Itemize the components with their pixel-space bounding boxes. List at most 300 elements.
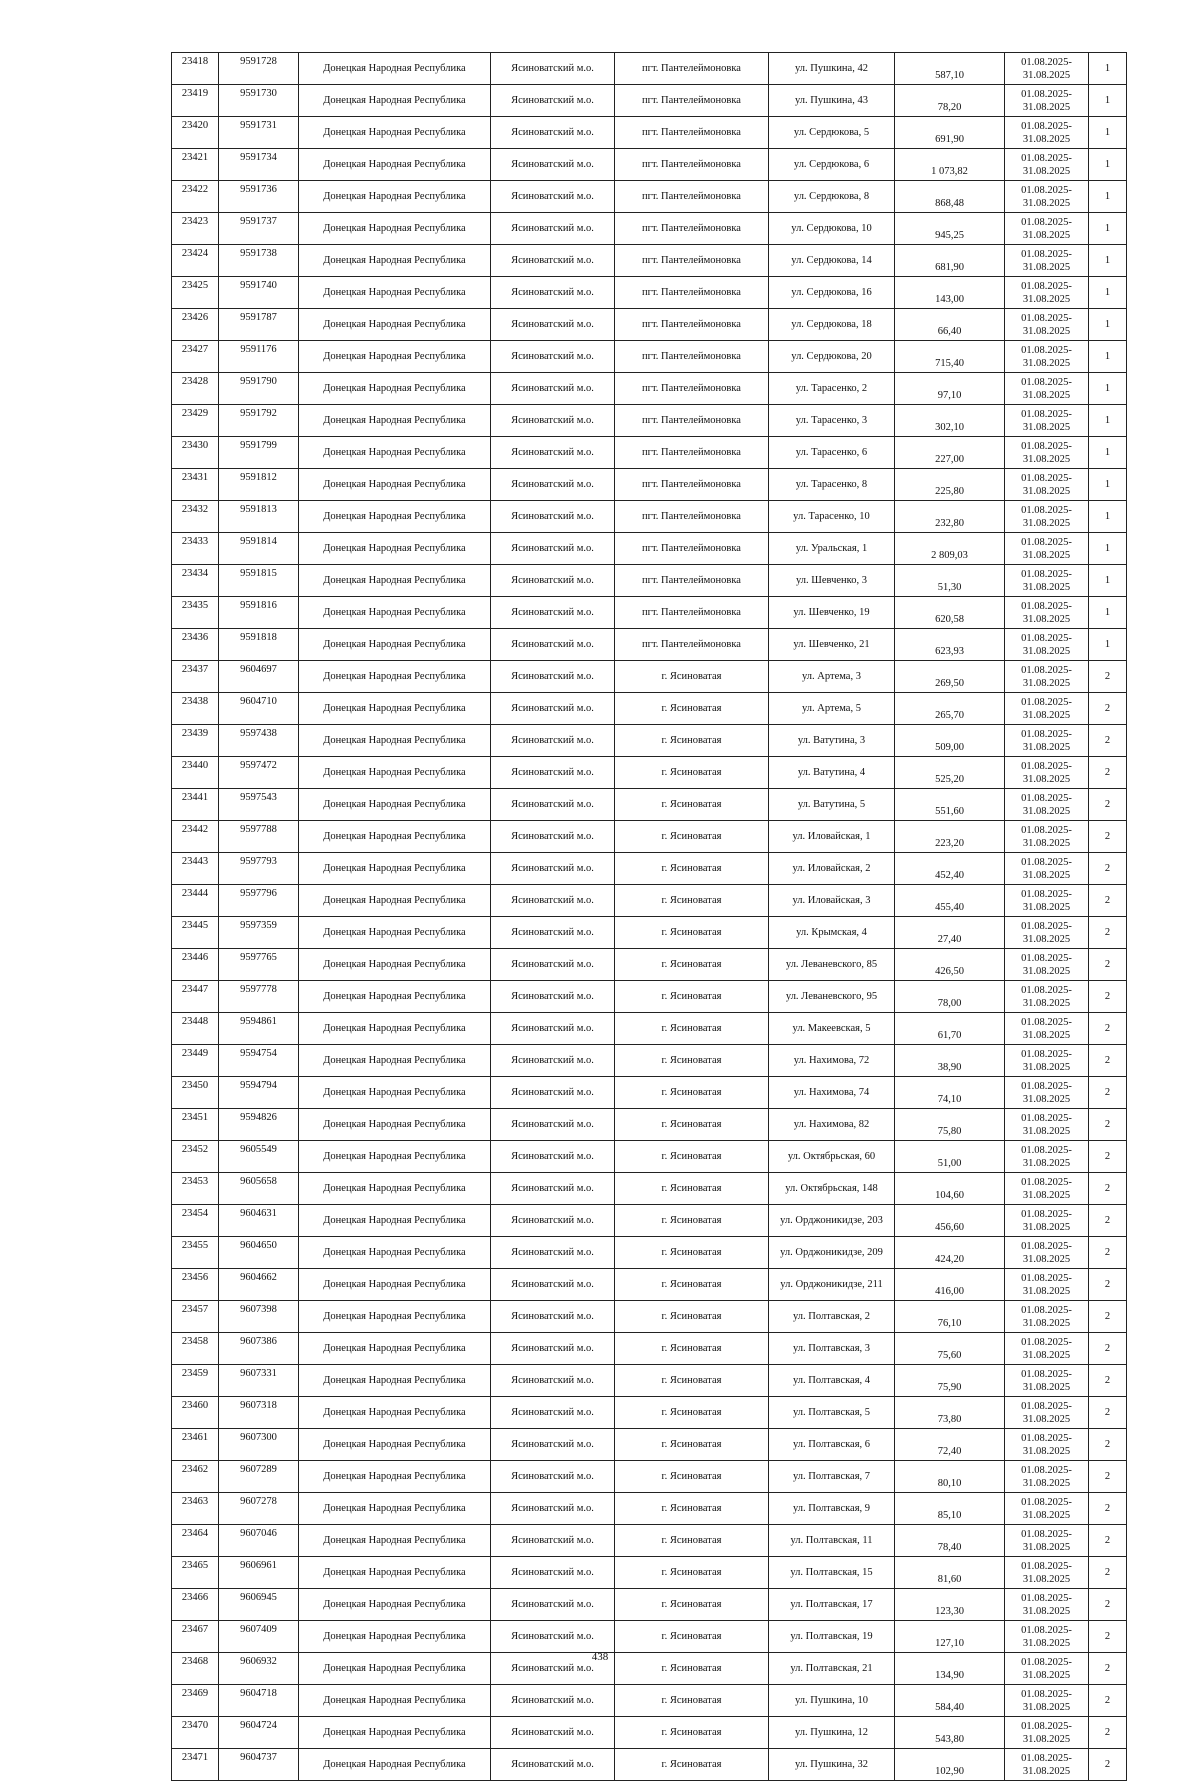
- region-text: Донецкая Народная Республика: [323, 62, 466, 74]
- region-text: Донецкая Народная Республика: [323, 446, 466, 458]
- locality-cell: [615, 629, 769, 661]
- object-code-text: 9604662: [240, 1272, 277, 1283]
- locality-text: г. Ясиноватая: [661, 1630, 722, 1642]
- address-text: ул. Полтавская, 4: [792, 1374, 871, 1386]
- record-number-text: 23455: [181, 1240, 209, 1251]
- area-cell: [895, 1109, 1005, 1141]
- table-row: [172, 1013, 1127, 1045]
- object-code-cell: [219, 213, 299, 245]
- table-row: [172, 1205, 1127, 1237]
- district-cell: [491, 1557, 615, 1589]
- period-cell: [1005, 181, 1089, 213]
- group-cell: [1089, 1557, 1127, 1589]
- record-number-cell: [172, 1749, 219, 1781]
- locality-text: г. Ясиноватая: [661, 1694, 722, 1706]
- group-cell: [1089, 821, 1127, 853]
- group-cell: [1089, 1461, 1127, 1493]
- area-cell: [895, 821, 1005, 853]
- region-cell: [299, 309, 491, 341]
- group-cell: [1089, 117, 1127, 149]
- area-text: 61,70: [937, 1030, 962, 1041]
- locality-cell: [615, 1429, 769, 1461]
- period-end: 31.08.2025: [1022, 101, 1071, 113]
- group-cell: [1089, 53, 1127, 85]
- record-number-cell: [172, 245, 219, 277]
- object-code-text: 9597359: [240, 920, 277, 931]
- region-text: Донецкая Народная Республика: [323, 1374, 466, 1386]
- address-text: ул. Полтавская, 15: [790, 1566, 873, 1578]
- district-text: Ясиноватский м.о.: [511, 1726, 594, 1738]
- record-number-cell: [172, 1077, 219, 1109]
- area-cell: [895, 149, 1005, 181]
- region-text: Донецкая Народная Республика: [323, 542, 466, 554]
- period-end: 31.08.2025: [1022, 1413, 1071, 1425]
- group-cell: [1089, 1717, 1127, 1749]
- object-code-cell: [219, 1013, 299, 1045]
- group-cell: [1089, 1429, 1127, 1461]
- object-code-cell: [219, 1109, 299, 1141]
- region-text: Донецкая Народная Республика: [323, 1758, 466, 1770]
- object-code-cell: [219, 437, 299, 469]
- group-cell: [1089, 1397, 1127, 1429]
- object-code-text: 9607386: [240, 1336, 277, 1347]
- period-cell: [1005, 469, 1089, 501]
- period-cell: [1005, 533, 1089, 565]
- area-cell: [895, 1045, 1005, 1077]
- locality-text: г. Ясиноватая: [661, 1214, 722, 1226]
- locality-cell: [615, 53, 769, 85]
- object-code-cell: [219, 245, 299, 277]
- region-text: Донецкая Народная Республика: [323, 862, 466, 874]
- area-cell: [895, 1429, 1005, 1461]
- period-start: 01.08.2025-: [1021, 1656, 1072, 1668]
- area-cell: [895, 1717, 1005, 1749]
- object-code-cell: [219, 1237, 299, 1269]
- district-cell: [491, 149, 615, 181]
- record-number-text: 23461: [181, 1432, 209, 1443]
- record-number-cell: [172, 149, 219, 181]
- district-cell: [491, 1237, 615, 1269]
- group-cell: [1089, 693, 1127, 725]
- area-text: 543,80: [935, 1734, 964, 1745]
- locality-text: г. Ясиноватая: [661, 702, 722, 714]
- object-code-text: 9607398: [240, 1304, 277, 1315]
- group-cell: [1089, 245, 1127, 277]
- address-cell: [769, 85, 895, 117]
- region-cell: [299, 1365, 491, 1397]
- district-text: Ясиноватский м.о.: [511, 1150, 594, 1162]
- address-cell: [769, 1461, 895, 1493]
- locality-cell: [615, 693, 769, 725]
- region-cell: [299, 469, 491, 501]
- area-cell: [895, 1397, 1005, 1429]
- region-text: Донецкая Народная Республика: [323, 126, 466, 138]
- address-text: ул. Тарасенко, 6: [795, 446, 868, 458]
- region-cell: [299, 1077, 491, 1109]
- region-text: Донецкая Народная Республика: [323, 670, 466, 682]
- region-text: Донецкая Народная Республика: [323, 1566, 466, 1578]
- period-end: 31.08.2025: [1022, 1445, 1071, 1457]
- address-cell: [769, 213, 895, 245]
- group-text: 1: [1104, 222, 1111, 234]
- object-code-text: 9604710: [240, 696, 277, 707]
- district-cell: [491, 1077, 615, 1109]
- locality-cell: [615, 437, 769, 469]
- region-text: Донецкая Народная Республика: [323, 958, 466, 970]
- locality-text: г. Ясиноватая: [661, 766, 722, 778]
- district-text: Ясиноватский м.о.: [511, 286, 594, 298]
- district-text: Ясиноватский м.о.: [511, 510, 594, 522]
- region-text: Донецкая Народная Республика: [323, 1470, 466, 1482]
- record-number-text: 23463: [181, 1496, 209, 1507]
- region-cell: [299, 885, 491, 917]
- table-row: [172, 789, 1127, 821]
- period-end: 31.08.2025: [1022, 965, 1071, 977]
- locality-text: г. Ясиноватая: [661, 958, 722, 970]
- group-text: 2: [1104, 1150, 1111, 1162]
- locality-text: г. Ясиноватая: [661, 1182, 722, 1194]
- record-number-text: 23444: [181, 888, 209, 899]
- locality-cell: [615, 213, 769, 245]
- district-text: Ясиноватский м.о.: [511, 1054, 594, 1066]
- district-cell: [491, 1205, 615, 1237]
- period-start: 01.08.2025-: [1021, 248, 1072, 260]
- record-number-cell: [172, 1013, 219, 1045]
- record-number-text: 23439: [181, 728, 209, 739]
- period-start: 01.08.2025-: [1021, 280, 1072, 292]
- area-text: 416,00: [935, 1286, 964, 1297]
- period-end: 31.08.2025: [1022, 517, 1071, 529]
- district-text: Ясиноватский м.о.: [511, 1630, 594, 1642]
- district-text: Ясиноватский м.о.: [511, 190, 594, 202]
- area-cell: [895, 725, 1005, 757]
- area-text: 426,50: [935, 966, 964, 977]
- object-code-cell: [219, 1461, 299, 1493]
- area-text: 81,60: [937, 1574, 962, 1585]
- address-cell: [769, 341, 895, 373]
- locality-text: г. Ясиноватая: [661, 1054, 722, 1066]
- object-code-text: 9591738: [240, 248, 277, 259]
- address-cell: [769, 661, 895, 693]
- locality-cell: [615, 1461, 769, 1493]
- address-text: ул. Сердюкова, 10: [791, 222, 872, 234]
- locality-cell: [615, 1493, 769, 1525]
- locality-cell: [615, 309, 769, 341]
- period-cell: [1005, 1557, 1089, 1589]
- district-cell: [491, 1013, 615, 1045]
- area-text: 223,20: [935, 838, 964, 849]
- group-cell: [1089, 1621, 1127, 1653]
- period-start: 01.08.2025-: [1021, 1272, 1072, 1284]
- record-number-cell: [172, 1237, 219, 1269]
- locality-text: г. Ясиноватая: [661, 1438, 722, 1450]
- object-code-text: 9607409: [240, 1624, 277, 1635]
- table-row: [172, 117, 1127, 149]
- record-number-text: 23434: [181, 568, 209, 579]
- locality-text: г. Ясиноватая: [661, 830, 722, 842]
- district-cell: [491, 405, 615, 437]
- address-cell: [769, 1045, 895, 1077]
- district-cell: [491, 629, 615, 661]
- area-text: 104,60: [935, 1190, 964, 1201]
- area-cell: [895, 1621, 1005, 1653]
- district-text: Ясиноватский м.о.: [511, 1342, 594, 1354]
- object-code-cell: [219, 885, 299, 917]
- object-code-cell: [219, 1621, 299, 1653]
- object-code-cell: [219, 149, 299, 181]
- group-text: 2: [1104, 766, 1111, 778]
- locality-cell: [615, 853, 769, 885]
- record-number-cell: [172, 1397, 219, 1429]
- district-text: Ясиноватский м.о.: [511, 766, 594, 778]
- region-text: Донецкая Народная Республика: [323, 1694, 466, 1706]
- table-row: [172, 309, 1127, 341]
- area-cell: [895, 213, 1005, 245]
- record-number-cell: [172, 597, 219, 629]
- district-text: Ясиноватский м.о.: [511, 734, 594, 746]
- district-cell: [491, 1621, 615, 1653]
- locality-text: пгт. Пантелеймоновка: [642, 126, 741, 138]
- area-text: 80,10: [937, 1478, 962, 1489]
- district-text: Ясиноватский м.о.: [511, 926, 594, 938]
- area-cell: [895, 1333, 1005, 1365]
- district-text: Ясиноватский м.о.: [511, 894, 594, 906]
- region-cell: [299, 213, 491, 245]
- period-start: 01.08.2025-: [1021, 1336, 1072, 1348]
- address-text: ул. Нахимова, 72: [793, 1054, 870, 1066]
- locality-cell: [615, 1205, 769, 1237]
- record-number-cell: [172, 885, 219, 917]
- region-text: Донецкая Народная Республика: [323, 1214, 466, 1226]
- period-cell: [1005, 437, 1089, 469]
- object-code-cell: [219, 757, 299, 789]
- area-cell: [895, 1525, 1005, 1557]
- locality-cell: [615, 245, 769, 277]
- object-code-text: 9597788: [240, 824, 277, 835]
- area-text: 127,10: [935, 1638, 964, 1649]
- address-cell: [769, 725, 895, 757]
- district-text: Ясиноватский м.о.: [511, 254, 594, 266]
- address-cell: [769, 1589, 895, 1621]
- object-code-cell: [219, 53, 299, 85]
- area-cell: [895, 949, 1005, 981]
- record-number-cell: [172, 917, 219, 949]
- region-cell: [299, 1301, 491, 1333]
- area-text: 74,10: [937, 1094, 962, 1105]
- group-cell: [1089, 1493, 1127, 1525]
- period-cell: [1005, 1045, 1089, 1077]
- record-number-cell: [172, 1301, 219, 1333]
- table-row: [172, 245, 1127, 277]
- address-text: ул. Пушкина, 12: [795, 1726, 868, 1738]
- address-cell: [769, 1429, 895, 1461]
- district-cell: [491, 1429, 615, 1461]
- period-end: 31.08.2025: [1022, 869, 1071, 881]
- region-text: Донецкая Народная Республика: [323, 798, 466, 810]
- group-text: 2: [1104, 1566, 1111, 1578]
- period-cell: [1005, 1589, 1089, 1621]
- area-cell: [895, 789, 1005, 821]
- period-end: 31.08.2025: [1022, 165, 1071, 177]
- record-number-text: 23420: [181, 120, 209, 131]
- group-text: 2: [1104, 926, 1111, 938]
- group-text: 2: [1104, 734, 1111, 746]
- area-text: 584,40: [935, 1702, 964, 1713]
- locality-text: пгт. Пантелеймоновка: [642, 446, 741, 458]
- record-number-text: 23436: [181, 632, 209, 643]
- period-cell: [1005, 53, 1089, 85]
- district-text: Ясиноватский м.о.: [511, 1662, 594, 1674]
- object-code-cell: [219, 501, 299, 533]
- group-cell: [1089, 789, 1127, 821]
- locality-text: г. Ясиноватая: [661, 1662, 722, 1674]
- period-end: 31.08.2025: [1022, 229, 1071, 241]
- period-cell: [1005, 789, 1089, 821]
- period-cell: [1005, 1493, 1089, 1525]
- period-start: 01.08.2025-: [1021, 1208, 1072, 1220]
- period-start: 01.08.2025-: [1021, 1688, 1072, 1700]
- object-code-text: 9591736: [240, 184, 277, 195]
- table-row: [172, 757, 1127, 789]
- group-text: 2: [1104, 990, 1111, 1002]
- record-number-cell: [172, 1493, 219, 1525]
- region-cell: [299, 1269, 491, 1301]
- table-row: [172, 53, 1127, 85]
- locality-cell: [615, 885, 769, 917]
- period-start: 01.08.2025-: [1021, 1176, 1072, 1188]
- region-cell: [299, 1397, 491, 1429]
- period-start: 01.08.2025-: [1021, 920, 1072, 932]
- record-number-cell: [172, 565, 219, 597]
- group-text: 2: [1104, 1054, 1111, 1066]
- group-cell: [1089, 1589, 1127, 1621]
- region-cell: [299, 1685, 491, 1717]
- address-cell: [769, 565, 895, 597]
- address-text: ул. Пушкина, 43: [795, 94, 868, 106]
- address-text: ул. Шевченко, 3: [796, 574, 867, 586]
- object-code-text: 9597765: [240, 952, 277, 963]
- period-cell: [1005, 1173, 1089, 1205]
- district-text: Ясиноватский м.о.: [511, 1694, 594, 1706]
- record-number-cell: [172, 1429, 219, 1461]
- region-cell: [299, 853, 491, 885]
- district-text: Ясиноватский м.о.: [511, 702, 594, 714]
- record-number-text: 23443: [181, 856, 209, 867]
- group-text: 1: [1104, 542, 1111, 554]
- locality-cell: [615, 725, 769, 757]
- period-start: 01.08.2025-: [1021, 536, 1072, 548]
- district-cell: [491, 885, 615, 917]
- record-number-cell: [172, 629, 219, 661]
- region-text: Донецкая Народная Республика: [323, 190, 466, 202]
- record-number-cell: [172, 1045, 219, 1077]
- locality-cell: [615, 565, 769, 597]
- district-cell: [491, 1717, 615, 1749]
- record-number-text: 23470: [181, 1720, 209, 1731]
- district-text: Ясиноватский м.о.: [511, 1502, 594, 1514]
- period-start: 01.08.2025-: [1021, 344, 1072, 356]
- locality-text: г. Ясиноватая: [661, 1022, 722, 1034]
- period-cell: [1005, 1141, 1089, 1173]
- period-start: 01.08.2025-: [1021, 56, 1072, 68]
- district-cell: [491, 597, 615, 629]
- region-cell: [299, 341, 491, 373]
- period-start: 01.08.2025-: [1021, 1624, 1072, 1636]
- object-code-text: 9597796: [240, 888, 277, 899]
- area-cell: [895, 1237, 1005, 1269]
- locality-cell: [615, 1013, 769, 1045]
- object-code-text: 9591812: [240, 472, 277, 483]
- region-cell: [299, 1013, 491, 1045]
- address-text: ул. Полтавская, 3: [792, 1342, 871, 1354]
- area-cell: [895, 1269, 1005, 1301]
- district-text: Ясиноватский м.о.: [511, 1438, 594, 1450]
- area-text: 1 073,82: [931, 166, 968, 177]
- region-text: Донецкая Народная Республика: [323, 318, 466, 330]
- period-start: 01.08.2025-: [1021, 472, 1072, 484]
- group-text: 2: [1104, 670, 1111, 682]
- area-text: 143,00: [935, 294, 964, 305]
- region-text: Донецкая Народная Республика: [323, 894, 466, 906]
- locality-cell: [615, 1685, 769, 1717]
- object-code-text: 9591792: [240, 408, 277, 419]
- record-number-text: 23459: [181, 1368, 209, 1379]
- object-code-text: 9607289: [240, 1464, 277, 1475]
- record-number-text: 23469: [181, 1688, 209, 1699]
- object-code-text: 9591176: [240, 344, 277, 355]
- locality-text: г. Ясиноватая: [661, 1726, 722, 1738]
- period-end: 31.08.2025: [1022, 901, 1071, 913]
- locality-cell: [615, 373, 769, 405]
- object-code-cell: [219, 85, 299, 117]
- address-text: ул. Полтавская, 7: [792, 1470, 871, 1482]
- period-cell: [1005, 757, 1089, 789]
- address-cell: [769, 1749, 895, 1781]
- region-cell: [299, 1525, 491, 1557]
- group-text: 2: [1104, 1406, 1111, 1418]
- address-text: ул. Сердюкова, 16: [791, 286, 872, 298]
- period-end: 31.08.2025: [1022, 261, 1071, 273]
- group-cell: [1089, 277, 1127, 309]
- locality-text: г. Ясиноватая: [661, 670, 722, 682]
- group-cell: [1089, 501, 1127, 533]
- period-cell: [1005, 85, 1089, 117]
- district-cell: [491, 277, 615, 309]
- address-cell: [769, 181, 895, 213]
- object-code-cell: [219, 1397, 299, 1429]
- locality-cell: [615, 1589, 769, 1621]
- period-end: 31.08.2025: [1022, 741, 1071, 753]
- period-start: 01.08.2025-: [1021, 1240, 1072, 1252]
- period-end: 31.08.2025: [1022, 805, 1071, 817]
- group-cell: [1089, 1141, 1127, 1173]
- group-cell: [1089, 661, 1127, 693]
- object-code-cell: [219, 181, 299, 213]
- area-cell: [895, 181, 1005, 213]
- address-text: ул. Орджоникидзе, 203: [780, 1214, 883, 1226]
- period-cell: [1005, 117, 1089, 149]
- region-text: Донецкая Народная Республика: [323, 1150, 466, 1162]
- group-cell: [1089, 213, 1127, 245]
- area-cell: [895, 1301, 1005, 1333]
- table-row: [172, 469, 1127, 501]
- area-text: 97,10: [937, 390, 962, 401]
- table-row: [172, 821, 1127, 853]
- object-code-text: 9605658: [240, 1176, 277, 1187]
- address-cell: [769, 1333, 895, 1365]
- period-end: 31.08.2025: [1022, 69, 1071, 81]
- address-text: ул. Иловайская, 3: [792, 894, 871, 906]
